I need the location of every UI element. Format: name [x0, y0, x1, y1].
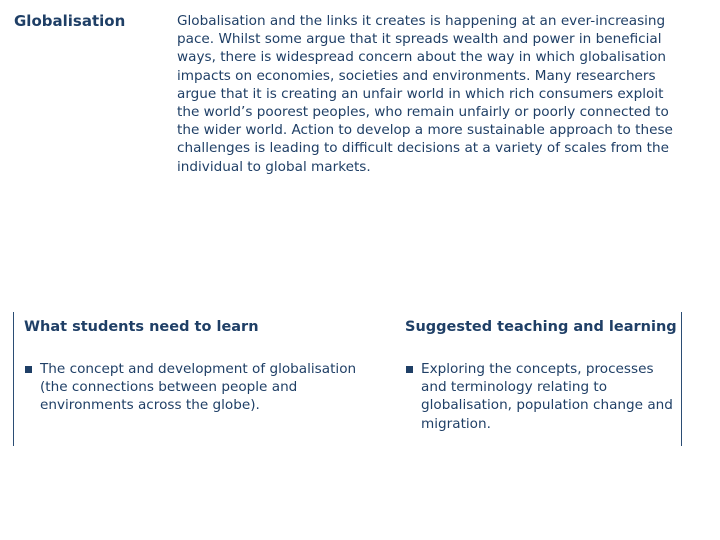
teaching-column [396, 312, 682, 446]
square-bullet-icon [406, 366, 413, 373]
teaching-item-text: Exploring the concepts, processes and terminology relating to globalisation, population change and migration. [421, 361, 673, 432]
learn-column [13, 312, 384, 446]
teaching-column-header: Suggested teaching and learning [405, 319, 677, 335]
intro-paragraph: Globalisation and the links it creates is happening at an ever-increasing pace. Whilst some argue that it spreads wealth and power in beneficial ways, there is widespread concern about the way in which globalisation impacts on economies, societies and environments. Many researchers argue that it is creating an unfair world in which rich consumers exploit the world’s poorest peoples, who remain unfairly or poorly connected to the wider world. Action to develop a more sustainable approach to these challenges is leading to difficult decisions at a variety of scales from the individual to global markets. [177, 13, 673, 175]
section-title: Globalisation [14, 12, 126, 30]
square-bullet-icon [25, 366, 32, 373]
learn-column-header: What students need to learn [24, 319, 259, 335]
learn-item-text: The concept and development of globalisation (the connections between people and environments across the globe). [40, 361, 357, 414]
